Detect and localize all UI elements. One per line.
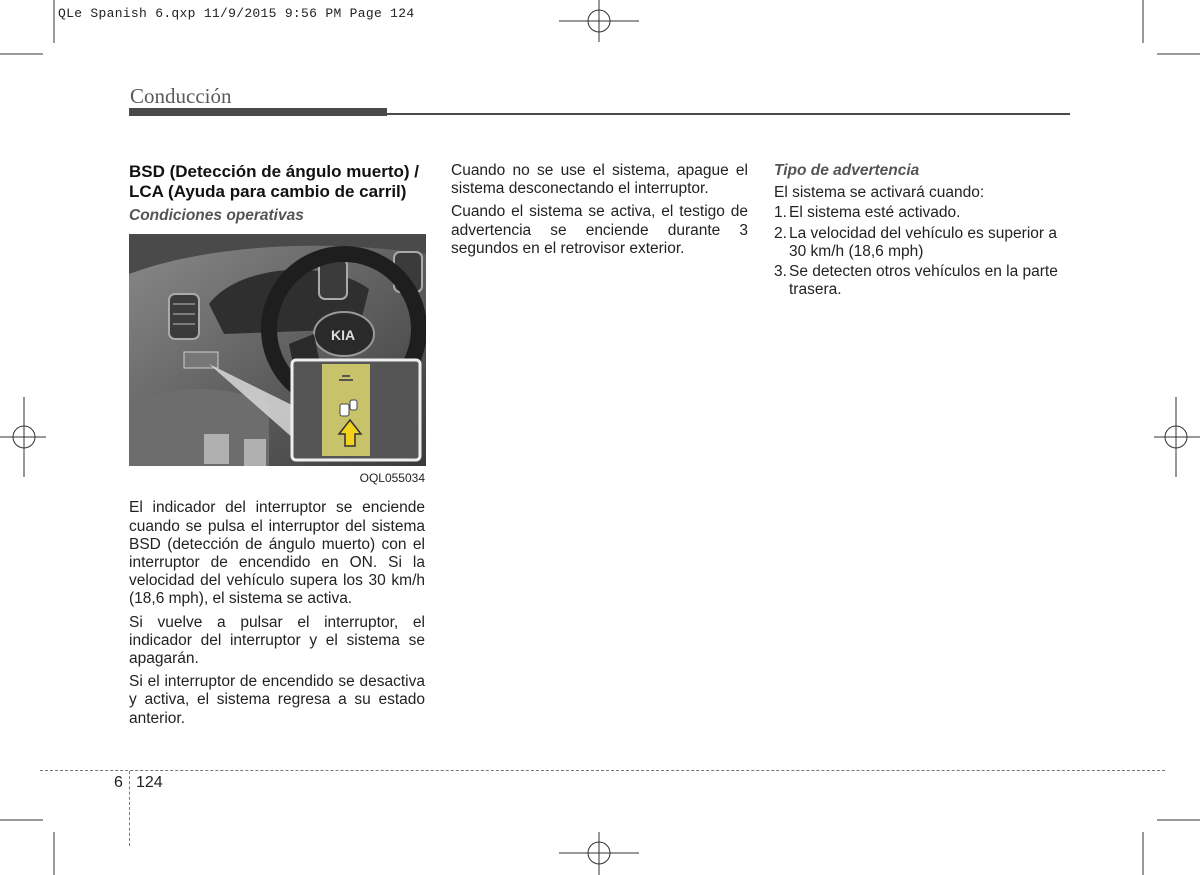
list-text: El sistema esté activado. [789, 204, 961, 222]
paragraph: Cuando no se use el sistema, apague el sistema desconectando el interruptor. [451, 162, 748, 198]
print-slug: QLe Spanish 6.qxp 11/9/2015 9:56 PM Page 124 [58, 6, 415, 21]
list-number: 3. [774, 263, 787, 281]
paragraph: Cuando el sistema se activa, el testigo de advertencia se enciende durante 3 segundos en el retrovisor exterior. [451, 203, 748, 257]
intro-text: El sistema se activará cuando: [774, 184, 985, 202]
operating-conditions-subheading: Condiciones operativas [129, 207, 304, 224]
list-item [774, 204, 1072, 222]
list-item [774, 263, 1072, 299]
footer-divider [40, 770, 1165, 771]
list-number: 2. [774, 224, 787, 242]
paragraph: Si el interruptor de encendido se desactiva y activa, el sistema regresa a su estado anterior. [129, 673, 425, 727]
footer-vertical-divider [129, 771, 130, 846]
page-number: 124 [136, 774, 163, 791]
dashboard-figure [129, 234, 426, 466]
column-middle [451, 162, 748, 263]
list-text: La velocidad del vehículo es superior a 30 km/h (18,6 mph) [789, 224, 1057, 260]
figure-code: OQL055034 [359, 471, 425, 486]
list-item [774, 225, 1072, 261]
condition-list [774, 204, 1072, 299]
header-rule-thick [129, 108, 387, 116]
chapter-number: 6 [114, 774, 123, 791]
dashboard-illustration [129, 234, 426, 466]
list-text: Se detecten otros vehículos en la parte trasera. [789, 263, 1058, 299]
paragraph: El indicador del interruptor se enciende cuando se pulsa el interruptor del sistema BSD (detección de ángulo muerto) con el interruptor de encendido en ON. Si la velocidad del vehículo supera los 30 km/h (18,6 mph), el sistema se activa. [129, 499, 425, 608]
paragraph: Si vuelve a pulsar el interruptor, el indicador del interruptor y el sistema se apagarán. [129, 613, 425, 668]
column-left [129, 162, 425, 733]
column-right [774, 162, 1072, 301]
list-number: 1. [774, 204, 787, 222]
warning-type-subheading: Tipo de advertencia [774, 162, 920, 179]
header-rule-thin [387, 113, 1070, 115]
section-title: Conducción [130, 84, 232, 108]
svg-text:KIA: KIA [331, 327, 356, 344]
bsd-heading: BSD (Detección de ángulo muerto) / LCA (Ayuda para cambio de carril) [129, 162, 419, 201]
